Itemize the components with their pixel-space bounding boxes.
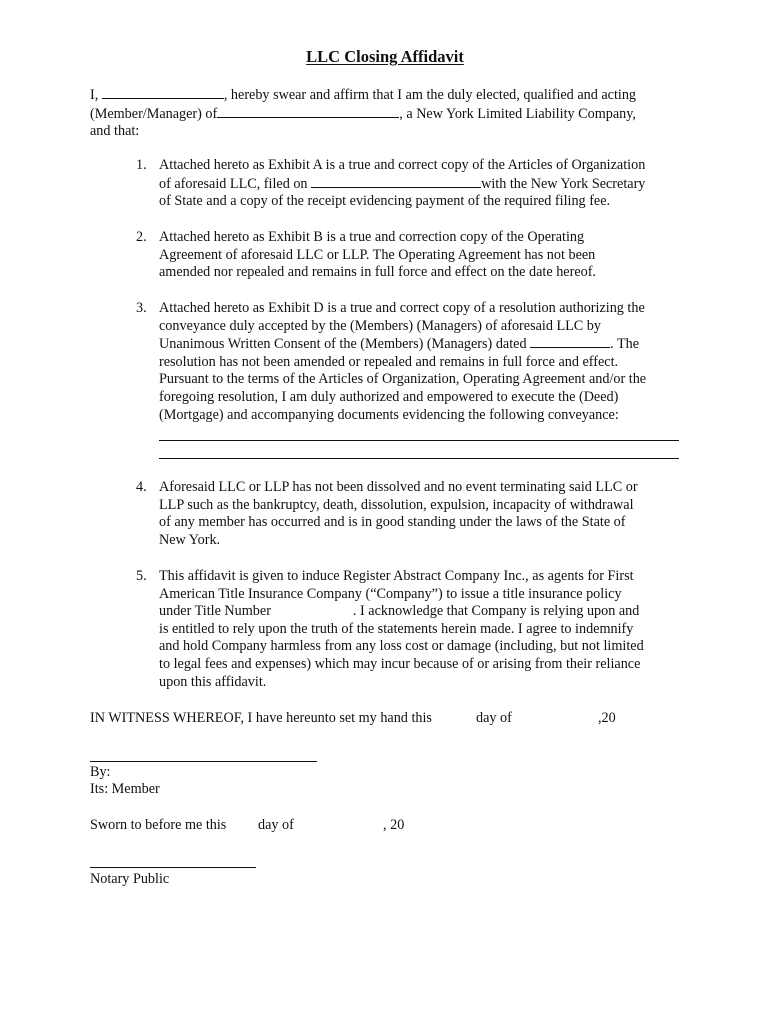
signature-by: By: <box>90 764 111 780</box>
item-line <box>159 175 681 194</box>
item-text: Pursuant to the terms of the Articles of Organization, Operating Agreement and/or the <box>159 371 647 388</box>
intro-line-3: and that: <box>90 123 140 140</box>
item-number: 3. <box>136 300 147 316</box>
notary-label: Notary Public <box>90 871 170 887</box>
consent-date-blank[interactable] <box>530 335 610 348</box>
item-text: Attached hereto as Exhibit D is a true and correct copy of a resolution authorizing the <box>159 300 645 316</box>
intro-text: , hereby swear and affirm that I am the duly elected, qualified and acting <box>223 87 637 103</box>
intro-paragraph <box>90 86 680 141</box>
item-text: Attached hereto as Exhibit B is a true and correction copy of the Operating <box>159 229 585 245</box>
item-number: 2. <box>136 229 147 245</box>
intro-text: (Member/Manager) of <box>90 105 218 122</box>
witness-day-of: day of <box>476 710 512 726</box>
page-title: LLC Closing Affidavit <box>306 47 464 66</box>
item-text: resolution has not been amended or repealed and remains in full force and effect. <box>159 353 619 370</box>
witness-text: IN WITNESS WHEREOF, I have hereunto set my hand this <box>90 710 432 726</box>
list-item <box>136 229 681 282</box>
item-line <box>159 603 681 621</box>
item-text: amended nor repealed and remains in full force and effect on the date hereof. <box>159 264 596 281</box>
item-text: Agreement of aforesaid LLC or LLP. The Operating Agreement has not been <box>159 246 596 263</box>
item-number: 1. <box>136 157 147 173</box>
item-text: (Mortgage) and accompanying documents evidencing the following conveyance: <box>159 406 619 423</box>
item-text: upon this affidavit. <box>159 673 267 690</box>
item-text: is entitled to rely upon the truth of the statements herein made. I agree to indemnify <box>159 620 634 637</box>
list-item <box>136 300 681 424</box>
item-number: 5. <box>136 568 147 584</box>
witness-year: ,20 <box>598 710 616 726</box>
name-blank[interactable] <box>102 86 224 99</box>
item-text: and hold Company harmless from any loss cost or damage (including, but not limited <box>159 638 644 655</box>
item-text: under Title Number <box>159 603 271 620</box>
item-text: with the New York Secretary <box>481 175 646 192</box>
sworn-year: , 20 <box>383 817 405 833</box>
conveyance-line-2[interactable] <box>159 458 679 459</box>
signature-line[interactable] <box>90 761 317 762</box>
item-text: Aforesaid LLC or LLP has not been dissolved and no event terminating said LLC or <box>159 479 638 495</box>
intro-text: I, <box>90 87 102 103</box>
item-text: LLP such as the bankruptcy, death, dissolution, expulsion, incapacity of withdrawal <box>159 496 634 513</box>
item-text: of aforesaid LLC, filed on <box>159 175 312 192</box>
list-item <box>136 479 681 549</box>
intro-line-1 <box>90 86 680 105</box>
intro-text: , a New York Limited Liability Company, <box>399 105 636 122</box>
item-text: of State and a copy of the receipt evidencing payment of the required filing fee. <box>159 193 611 210</box>
sworn-text: Sworn to before me this <box>90 817 227 833</box>
signature-its: Its: Member <box>90 781 160 797</box>
intro-line-2 <box>90 105 680 124</box>
item-text: to legal fees and expenses) which may incur because of or arising from their reliance <box>159 655 641 672</box>
item-text: Attached hereto as Exhibit A is a true and correct copy of the Articles of Organization <box>159 157 646 173</box>
item-number: 4. <box>136 479 147 495</box>
item-text: foregoing resolution, I am duly authorized and empowered to execute the (Deed) <box>159 388 619 405</box>
item-text: . I acknowledge that Company is relying upon and <box>352 603 640 620</box>
item-text: Unanimous Written Consent of the (Members) (Managers) dated <box>159 336 531 353</box>
item-text: New York. <box>159 531 221 548</box>
company-name-blank[interactable] <box>217 105 399 118</box>
item-text: conveyance duly accepted by the (Members) (Managers) of aforesaid LLC by <box>159 317 601 334</box>
list-item <box>136 157 681 211</box>
notary-signature-line[interactable] <box>90 867 256 868</box>
filing-date-blank[interactable] <box>311 175 481 188</box>
sworn-day-of: day of <box>258 817 294 833</box>
item-text: American Title Insurance Company (“Company”) to issue a title insurance policy <box>159 585 622 602</box>
item-text: of any member has occurred and is in good standing under the laws of the State of <box>159 514 626 531</box>
item-text: This affidavit is given to induce Register Abstract Company Inc., as agents for First <box>159 568 634 584</box>
list-item <box>136 568 681 691</box>
conveyance-line-1[interactable] <box>159 440 679 441</box>
item-text: . The <box>610 336 640 353</box>
item-line <box>159 335 681 354</box>
